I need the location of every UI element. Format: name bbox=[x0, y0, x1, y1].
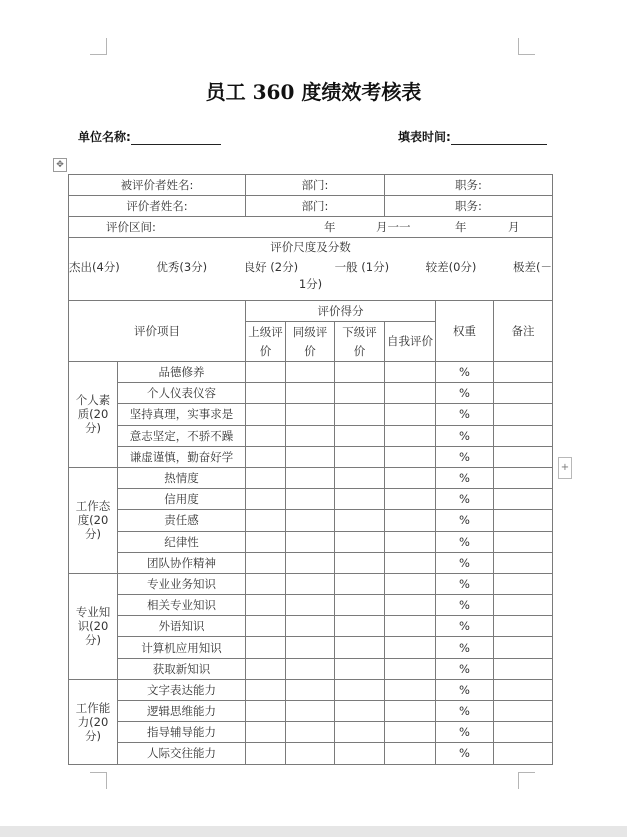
scale-row bbox=[69, 238, 553, 301]
item-label: 计算机应用知识 bbox=[118, 637, 246, 658]
weight-cell[interactable]: % bbox=[436, 722, 494, 743]
table-row bbox=[69, 658, 553, 679]
item-label: 信用度 bbox=[118, 489, 246, 510]
score-cell-self[interactable] bbox=[385, 404, 436, 425]
weight-cell[interactable]: % bbox=[436, 616, 494, 637]
note-cell[interactable] bbox=[494, 489, 553, 510]
weight-cell[interactable]: % bbox=[436, 743, 494, 764]
note-cell[interactable] bbox=[494, 701, 553, 722]
scale-item: 一般 (1分) bbox=[334, 260, 390, 274]
table-row bbox=[69, 383, 553, 404]
note-cell[interactable] bbox=[494, 552, 553, 573]
weight-cell[interactable]: % bbox=[436, 679, 494, 700]
score-cell-self[interactable] bbox=[385, 679, 436, 700]
category-label: 工作态度(20分) bbox=[69, 467, 118, 573]
score-cell-superior[interactable] bbox=[246, 446, 286, 467]
score-cell-self[interactable] bbox=[385, 531, 436, 552]
item-label: 获取新知识 bbox=[118, 658, 246, 679]
item-label: 责任感 bbox=[118, 510, 246, 531]
weight-cell[interactable]: % bbox=[436, 658, 494, 679]
note-cell[interactable] bbox=[494, 658, 553, 679]
score-cell-superior[interactable] bbox=[246, 489, 286, 510]
note-cell[interactable] bbox=[494, 446, 553, 467]
score-cell-superior[interactable] bbox=[246, 573, 286, 594]
period-cell[interactable] bbox=[69, 217, 553, 238]
evaluation-table bbox=[68, 174, 553, 765]
score-cell-subordinate[interactable] bbox=[335, 616, 385, 637]
score-cell-self[interactable] bbox=[385, 658, 436, 679]
score-cell-self[interactable] bbox=[385, 446, 436, 467]
table-row bbox=[69, 595, 553, 616]
score-cell-subordinate[interactable] bbox=[335, 743, 385, 764]
score-cell-superior[interactable] bbox=[246, 743, 286, 764]
evaluator-name-cell[interactable]: 评价者姓名: bbox=[69, 196, 246, 217]
score-cell-self[interactable] bbox=[385, 722, 436, 743]
item-label: 人际交往能力 bbox=[118, 743, 246, 764]
table-row bbox=[69, 701, 553, 722]
note-cell[interactable] bbox=[494, 425, 553, 446]
header-weight: 权重 bbox=[436, 301, 494, 362]
table-row bbox=[69, 489, 553, 510]
weight-cell[interactable]: % bbox=[436, 637, 494, 658]
table-move-handle-icon[interactable]: ✥ bbox=[53, 158, 67, 172]
item-label: 相关专业知识 bbox=[118, 595, 246, 616]
score-cell-superior[interactable] bbox=[246, 362, 286, 383]
scale-tail: 1分) bbox=[298, 277, 323, 291]
crop-mark-top-right bbox=[518, 38, 535, 55]
score-cell-subordinate[interactable] bbox=[335, 637, 385, 658]
score-cell-self[interactable] bbox=[385, 467, 436, 488]
weight-cell[interactable]: % bbox=[436, 595, 494, 616]
item-label: 逻辑思维能力 bbox=[118, 701, 246, 722]
item-label: 谦虚谨慎，勤奋好学 bbox=[118, 446, 246, 467]
score-cell-subordinate[interactable] bbox=[335, 722, 385, 743]
score-cell-subordinate[interactable] bbox=[335, 446, 385, 467]
crop-mark-top-left bbox=[90, 38, 107, 55]
score-cell-subordinate[interactable] bbox=[335, 467, 385, 488]
note-cell[interactable] bbox=[494, 722, 553, 743]
unit-name-field[interactable] bbox=[78, 128, 221, 145]
note-cell[interactable] bbox=[494, 510, 553, 531]
table-row bbox=[69, 679, 553, 700]
note-cell[interactable] bbox=[494, 616, 553, 637]
note-cell[interactable] bbox=[494, 595, 553, 616]
category-label: 专业知识(20分) bbox=[69, 573, 118, 679]
evaluatee-name-cell[interactable]: 被评价者姓名: bbox=[69, 175, 246, 196]
position-cell-2[interactable]: 职务: bbox=[385, 196, 553, 217]
note-cell[interactable] bbox=[494, 362, 553, 383]
header-score: 评价得分 bbox=[246, 301, 436, 322]
table-row bbox=[69, 446, 553, 467]
item-label: 坚持真理，实事求是 bbox=[118, 404, 246, 425]
note-cell[interactable] bbox=[494, 404, 553, 425]
page-title: 员工 360 度绩效考核表 bbox=[205, 80, 422, 104]
item-label: 个人仪表仪容 bbox=[118, 383, 246, 404]
note-cell[interactable] bbox=[494, 743, 553, 764]
score-cell-subordinate[interactable] bbox=[335, 658, 385, 679]
weight-cell[interactable]: % bbox=[436, 467, 494, 488]
crop-mark-bottom-left bbox=[90, 772, 107, 789]
score-cell-superior[interactable] bbox=[246, 510, 286, 531]
table-row bbox=[69, 552, 553, 573]
note-cell[interactable] bbox=[494, 637, 553, 658]
period-year-2: 年 bbox=[455, 220, 467, 234]
note-cell[interactable] bbox=[494, 383, 553, 404]
scale-item: 较差(0分) bbox=[425, 260, 477, 274]
score-cell-superior[interactable] bbox=[246, 722, 286, 743]
item-label: 意志坚定，不骄不躁 bbox=[118, 425, 246, 446]
weight-cell[interactable]: % bbox=[436, 489, 494, 510]
item-label: 外语知识 bbox=[118, 616, 246, 637]
fill-time-label: 填表时间: bbox=[398, 130, 451, 144]
score-cell-self[interactable] bbox=[385, 510, 436, 531]
score-cell-superior[interactable] bbox=[246, 467, 286, 488]
score-cell-peer[interactable] bbox=[286, 573, 335, 594]
header-col-subordinate: 下级评价 bbox=[335, 322, 385, 362]
score-cell-subordinate[interactable] bbox=[335, 573, 385, 594]
score-cell-peer[interactable] bbox=[286, 404, 335, 425]
info-row-evaluator bbox=[69, 196, 553, 217]
score-cell-peer[interactable] bbox=[286, 637, 335, 658]
scale-item: 极差(－ bbox=[512, 260, 552, 274]
score-cell-peer[interactable] bbox=[286, 701, 335, 722]
period-month-2: 月 bbox=[508, 220, 520, 234]
score-cell-subordinate[interactable] bbox=[335, 531, 385, 552]
score-cell-superior[interactable] bbox=[246, 552, 286, 573]
score-cell-self[interactable] bbox=[385, 595, 436, 616]
item-label: 文字表达能力 bbox=[118, 679, 246, 700]
unit-name-line bbox=[131, 132, 221, 145]
header-col-self: 自我评价 bbox=[385, 322, 436, 362]
table-row bbox=[69, 531, 553, 552]
score-cell-subordinate[interactable] bbox=[335, 425, 385, 446]
score-cell-superior[interactable] bbox=[246, 616, 286, 637]
score-cell-superior[interactable] bbox=[246, 531, 286, 552]
note-cell[interactable] bbox=[494, 679, 553, 700]
score-cell-subordinate[interactable] bbox=[335, 510, 385, 531]
score-cell-peer[interactable] bbox=[286, 489, 335, 510]
score-cell-peer[interactable] bbox=[286, 510, 335, 531]
score-cell-self[interactable] bbox=[385, 616, 436, 637]
weight-cell[interactable]: % bbox=[436, 425, 494, 446]
score-cell-superior[interactable] bbox=[246, 701, 286, 722]
score-cell-peer[interactable] bbox=[286, 362, 335, 383]
score-cell-superior[interactable] bbox=[246, 595, 286, 616]
table-row bbox=[69, 722, 553, 743]
weight-cell[interactable]: % bbox=[436, 552, 494, 573]
crop-mark-bottom-right bbox=[518, 772, 535, 789]
item-label: 指导辅导能力 bbox=[118, 722, 246, 743]
scale-item: 杰出(4分) bbox=[69, 260, 120, 274]
status-bar bbox=[0, 826, 627, 837]
score-cell-subordinate[interactable] bbox=[335, 552, 385, 573]
score-cell-self[interactable] bbox=[385, 425, 436, 446]
score-cell-subordinate[interactable] bbox=[335, 679, 385, 700]
add-row-icon[interactable]: + bbox=[558, 457, 572, 479]
dept-cell-2[interactable]: 部门: bbox=[246, 196, 385, 217]
header-col-superior: 上级评价 bbox=[246, 322, 286, 362]
weight-cell[interactable]: % bbox=[436, 531, 494, 552]
score-cell-self[interactable] bbox=[385, 489, 436, 510]
score-cell-self[interactable] bbox=[385, 552, 436, 573]
score-cell-superior[interactable] bbox=[246, 637, 286, 658]
table-row bbox=[69, 425, 553, 446]
note-cell[interactable] bbox=[494, 467, 553, 488]
item-label: 团队协作精神 bbox=[118, 552, 246, 573]
period-month-range: 月一一 bbox=[376, 220, 411, 234]
weight-cell[interactable]: % bbox=[436, 701, 494, 722]
score-cell-self[interactable] bbox=[385, 383, 436, 404]
score-cell-peer[interactable] bbox=[286, 595, 335, 616]
score-cell-self[interactable] bbox=[385, 743, 436, 764]
item-label: 专业业务知识 bbox=[118, 573, 246, 594]
score-cell-superior[interactable] bbox=[246, 425, 286, 446]
score-cell-self[interactable] bbox=[385, 573, 436, 594]
table-row bbox=[69, 467, 553, 488]
note-cell[interactable] bbox=[494, 531, 553, 552]
fill-time-line bbox=[451, 132, 547, 145]
score-cell-peer[interactable] bbox=[286, 616, 335, 637]
table-row bbox=[69, 573, 553, 594]
score-cell-peer[interactable] bbox=[286, 425, 335, 446]
score-cell-self[interactable] bbox=[385, 637, 436, 658]
score-cell-peer[interactable] bbox=[286, 679, 335, 700]
table-row bbox=[69, 510, 553, 531]
score-cell-superior[interactable] bbox=[246, 679, 286, 700]
header-item: 评价项目 bbox=[69, 301, 246, 362]
score-cell-peer[interactable] bbox=[286, 446, 335, 467]
header-col-peer: 同级评价 bbox=[286, 322, 335, 362]
score-cell-peer[interactable] bbox=[286, 552, 335, 573]
score-cell-peer[interactable] bbox=[286, 383, 335, 404]
category-label: 个人素质(20分) bbox=[69, 362, 118, 468]
item-label: 热情度 bbox=[118, 467, 246, 488]
category-label: 工作能力(20分) bbox=[69, 679, 118, 764]
scale-item: 良好 (2分) bbox=[243, 260, 299, 274]
score-cell-superior[interactable] bbox=[246, 658, 286, 679]
scale-item: 优秀(3分) bbox=[156, 260, 208, 274]
score-cell-subordinate[interactable] bbox=[335, 595, 385, 616]
weight-cell[interactable]: % bbox=[436, 404, 494, 425]
table-row bbox=[69, 616, 553, 637]
score-cell-subordinate[interactable] bbox=[335, 362, 385, 383]
item-label: 品德修养 bbox=[118, 362, 246, 383]
item-label: 纪律性 bbox=[118, 531, 246, 552]
score-cell-peer[interactable] bbox=[286, 467, 335, 488]
period-row[interactable] bbox=[69, 217, 553, 238]
period-label: 评价区间: bbox=[106, 220, 156, 234]
score-cell-self[interactable] bbox=[385, 362, 436, 383]
score-cell-superior[interactable] bbox=[246, 404, 286, 425]
score-cell-peer[interactable] bbox=[286, 722, 335, 743]
score-cell-peer[interactable] bbox=[286, 743, 335, 764]
note-cell[interactable] bbox=[494, 573, 553, 594]
score-cell-self[interactable] bbox=[385, 701, 436, 722]
table-row bbox=[69, 362, 553, 383]
score-cell-peer[interactable] bbox=[286, 531, 335, 552]
info-row-evaluatee bbox=[69, 175, 553, 196]
dept-cell-1[interactable]: 部门: bbox=[246, 175, 385, 196]
scale-title: 评价尺度及分数 bbox=[270, 240, 351, 254]
table-row bbox=[69, 404, 553, 425]
header-row-1 bbox=[69, 301, 553, 322]
weight-cell[interactable]: % bbox=[436, 446, 494, 467]
score-cell-subordinate[interactable] bbox=[335, 489, 385, 510]
unit-name-label: 单位名称: bbox=[78, 130, 131, 144]
table-row bbox=[69, 637, 553, 658]
score-cell-superior[interactable] bbox=[246, 383, 286, 404]
weight-cell[interactable]: % bbox=[436, 383, 494, 404]
weight-cell[interactable]: % bbox=[436, 573, 494, 594]
scale-items bbox=[69, 260, 552, 274]
period-year-1: 年 bbox=[324, 220, 336, 234]
header-note: 备注 bbox=[494, 301, 553, 362]
table-row bbox=[69, 743, 553, 764]
fill-time-field[interactable] bbox=[398, 128, 547, 145]
score-cell-subordinate[interactable] bbox=[335, 404, 385, 425]
position-cell-1[interactable]: 职务: bbox=[385, 175, 553, 196]
scale-cell bbox=[69, 238, 553, 301]
weight-cell[interactable]: % bbox=[436, 362, 494, 383]
score-cell-peer[interactable] bbox=[286, 658, 335, 679]
weight-cell[interactable]: % bbox=[436, 510, 494, 531]
score-cell-subordinate[interactable] bbox=[335, 701, 385, 722]
score-cell-subordinate[interactable] bbox=[335, 383, 385, 404]
